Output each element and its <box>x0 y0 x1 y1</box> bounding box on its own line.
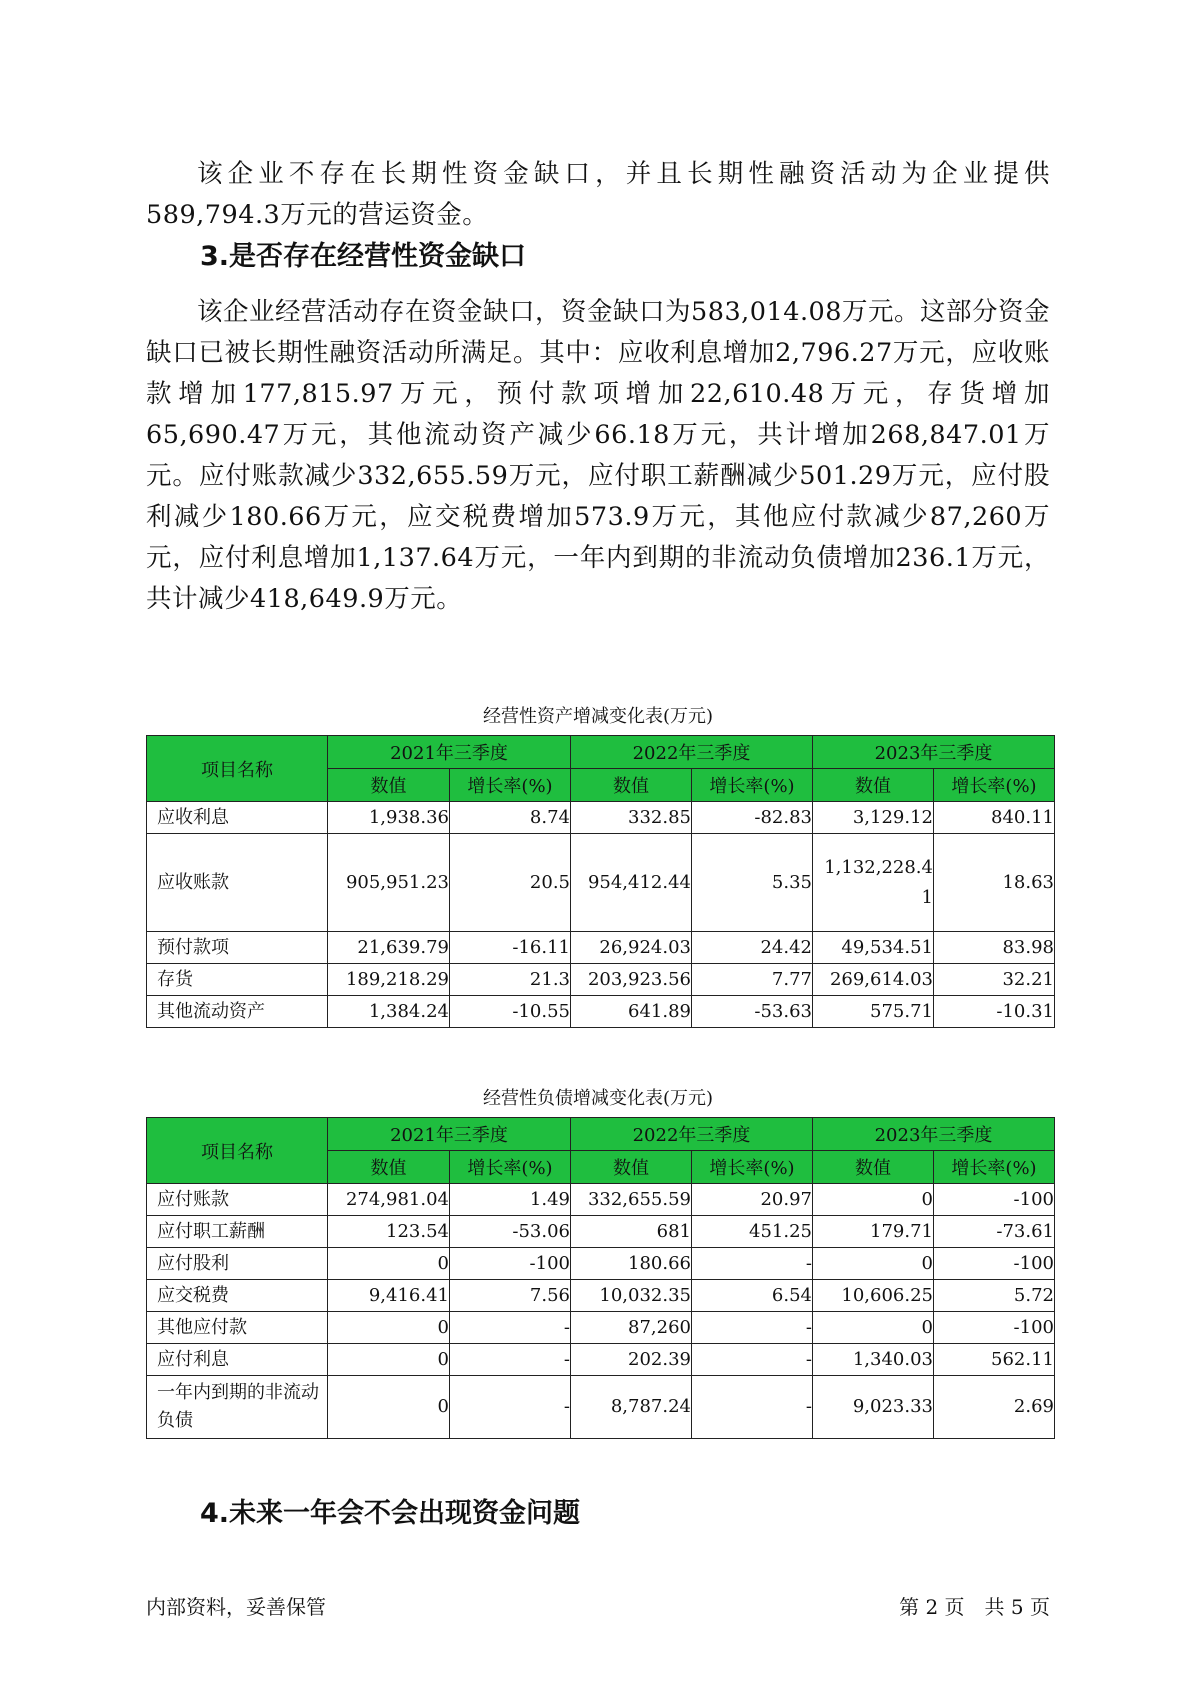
table-cell: 180.66 <box>571 1248 692 1280</box>
table-cell: 0 <box>813 1184 934 1216</box>
table-cell: 905,951.23 <box>328 834 450 932</box>
table-cell: 202.39 <box>571 1344 692 1376</box>
value-header: 数值 <box>813 1151 934 1184</box>
table-cell: - <box>450 1312 571 1344</box>
table-cell: -10.31 <box>934 996 1055 1028</box>
table-row <box>147 1344 1055 1376</box>
paragraph-operating-gap: 该企业经营活动存在资金缺口，资金缺口为583,014.08万元。这部分资金缺口已被长期性融资活动所满足。其中：应收利息增加2,796.27万元，应收账款增加177,815.97万元，预付款项增加22,610.48万元，存货增加65,690.47万元，其他流动资产减少66.18万元，共计增加268,847.01万元。应付账款减少332,655.59万元，应付职工薪酬减少501.29万元，应付股利减少180.66万元，应交税费增加573.9万元，其他应付款减少87,260万元，应付利息增加1,137.64万元，一年内到期的非流动负债增加236.1万元，共计减少418,649.9万元。 <box>146 297 1051 614</box>
table-cell: 8,787.24 <box>571 1376 692 1439</box>
table-cell: 6.54 <box>692 1280 813 1312</box>
table-cell: 7.56 <box>450 1280 571 1312</box>
value-header: 数值 <box>813 769 934 802</box>
growth-header: 增长率(%) <box>934 1151 1055 1184</box>
table-row <box>147 834 1055 932</box>
table-cell: - <box>692 1248 813 1280</box>
row-name: 应付股利 <box>147 1248 328 1280</box>
table-cell: 123.54 <box>328 1216 450 1248</box>
period-header: 2021年三季度 <box>328 1118 571 1151</box>
table-cell: 954,412.44 <box>571 834 692 932</box>
table-row <box>147 1280 1055 1312</box>
growth-header: 增长率(%) <box>692 1151 813 1184</box>
table-cell: -73.61 <box>934 1216 1055 1248</box>
table-cell: 32.21 <box>934 964 1055 996</box>
row-name: 一年内到期的非流动负债 <box>147 1376 328 1439</box>
table-cell: - <box>692 1312 813 1344</box>
table-cell: 179.71 <box>813 1216 934 1248</box>
table-row <box>147 932 1055 964</box>
table-cell: 332,655.59 <box>571 1184 692 1216</box>
value-header: 数值 <box>571 769 692 802</box>
row-name: 应付账款 <box>147 1184 328 1216</box>
table-row <box>147 1312 1055 1344</box>
item-name-header: 项目名称 <box>147 736 328 802</box>
footer-confidential-note: 内部资料，妥善保管 <box>146 1595 326 1619</box>
table-cell: 0 <box>328 1376 450 1439</box>
period-header: 2023年三季度 <box>813 1118 1055 1151</box>
table-cell: -100 <box>934 1312 1055 1344</box>
table-cell: 575.71 <box>813 996 934 1028</box>
table-cell: 10,032.35 <box>571 1280 692 1312</box>
table-cell: 83.98 <box>934 932 1055 964</box>
footer-page-number: 第 2 页 共 5 页 <box>899 1595 1050 1619</box>
row-name: 其他应付款 <box>147 1312 328 1344</box>
table-cell: -100 <box>934 1248 1055 1280</box>
table-cell: 332.85 <box>571 802 692 834</box>
table-cell: 20.5 <box>450 834 571 932</box>
table-cell: 24.42 <box>692 932 813 964</box>
table-cell: 49,534.51 <box>813 932 934 964</box>
table-cell: -100 <box>450 1248 571 1280</box>
table-cell: 0 <box>813 1248 934 1280</box>
growth-header: 增长率(%) <box>450 769 571 802</box>
heading-future-funding: 4.未来一年会不会出现资金问题 <box>200 1498 581 1529</box>
operating-assets-table <box>146 735 1055 1028</box>
table-cell: 1,132,228.41 <box>813 834 934 932</box>
table-cell: 9,416.41 <box>328 1280 450 1312</box>
table-cell: 1,384.24 <box>328 996 450 1028</box>
table-cell: 0 <box>813 1312 934 1344</box>
row-name: 应付职工薪酬 <box>147 1216 328 1248</box>
row-name: 应付利息 <box>147 1344 328 1376</box>
period-header: 2022年三季度 <box>571 1118 813 1151</box>
item-name-header: 项目名称 <box>147 1118 328 1184</box>
growth-header: 增长率(%) <box>450 1151 571 1184</box>
table-row <box>147 1184 1055 1216</box>
paragraph-long-term-gap: 该企业不存在长期性资金缺口，并且长期性融资活动为企业提供589,794.3万元的营运资金。 <box>146 159 1050 230</box>
table-row <box>147 1216 1055 1248</box>
row-name: 预付款项 <box>147 932 328 964</box>
liabilities-table-caption: 经营性负债增减变化表(万元) <box>482 1088 714 1109</box>
table-cell: 1,340.03 <box>813 1344 934 1376</box>
value-header: 数值 <box>328 769 450 802</box>
value-header: 数值 <box>571 1151 692 1184</box>
table-cell: -10.55 <box>450 996 571 1028</box>
table-cell: 0 <box>328 1344 450 1376</box>
table-cell: 5.35 <box>692 834 813 932</box>
table-cell: 8.74 <box>450 802 571 834</box>
period-header: 2021年三季度 <box>328 736 571 769</box>
table-cell: 451.25 <box>692 1216 813 1248</box>
row-name: 应收账款 <box>147 834 328 932</box>
table-cell: 2.69 <box>934 1376 1055 1439</box>
table-cell: - <box>692 1344 813 1376</box>
table-cell: 7.77 <box>692 964 813 996</box>
table-cell: 274,981.04 <box>328 1184 450 1216</box>
table-cell: -100 <box>934 1184 1055 1216</box>
table-cell: 0 <box>328 1248 450 1280</box>
row-name: 其他流动资产 <box>147 996 328 1028</box>
heading-operating-gap: 3.是否存在经营性资金缺口 <box>200 241 527 272</box>
period-header: 2023年三季度 <box>813 736 1055 769</box>
value-header: 数值 <box>328 1151 450 1184</box>
table-cell: 681 <box>571 1216 692 1248</box>
table-row <box>147 1248 1055 1280</box>
period-header: 2022年三季度 <box>571 736 813 769</box>
row-name: 应收利息 <box>147 802 328 834</box>
table-cell: 269,614.03 <box>813 964 934 996</box>
growth-header: 增长率(%) <box>692 769 813 802</box>
table-row <box>147 1376 1055 1439</box>
table-cell: 20.97 <box>692 1184 813 1216</box>
table-cell: - <box>692 1376 813 1439</box>
table-cell: 641.89 <box>571 996 692 1028</box>
table-cell: 21.3 <box>450 964 571 996</box>
table-cell: 3,129.12 <box>813 802 934 834</box>
table-cell: -82.83 <box>692 802 813 834</box>
table-cell: 21,639.79 <box>328 932 450 964</box>
table-row <box>147 964 1055 996</box>
table-cell: 0 <box>328 1312 450 1344</box>
operating-liabilities-table <box>146 1117 1055 1439</box>
table-cell: 9,023.33 <box>813 1376 934 1439</box>
table-cell: 203,923.56 <box>571 964 692 996</box>
table-cell: 1,938.36 <box>328 802 450 834</box>
growth-header: 增长率(%) <box>934 769 1055 802</box>
table-cell: 87,260 <box>571 1312 692 1344</box>
table-cell: 1.49 <box>450 1184 571 1216</box>
table-cell: 26,924.03 <box>571 932 692 964</box>
assets-table-caption: 经营性资产增减变化表(万元) <box>482 706 714 727</box>
table-cell: 18.63 <box>934 834 1055 932</box>
table-cell: -53.06 <box>450 1216 571 1248</box>
row-name: 应交税费 <box>147 1280 328 1312</box>
table-row <box>147 996 1055 1028</box>
table-cell: -16.11 <box>450 932 571 964</box>
table-cell: - <box>450 1376 571 1439</box>
table-cell: -53.63 <box>692 996 813 1028</box>
table-cell: 5.72 <box>934 1280 1055 1312</box>
table-row <box>147 802 1055 834</box>
table-cell: - <box>450 1344 571 1376</box>
table-cell: 840.11 <box>934 802 1055 834</box>
table-cell: 562.11 <box>934 1344 1055 1376</box>
table-cell: 10,606.25 <box>813 1280 934 1312</box>
row-name: 存货 <box>147 964 328 996</box>
table-cell: 189,218.29 <box>328 964 450 996</box>
